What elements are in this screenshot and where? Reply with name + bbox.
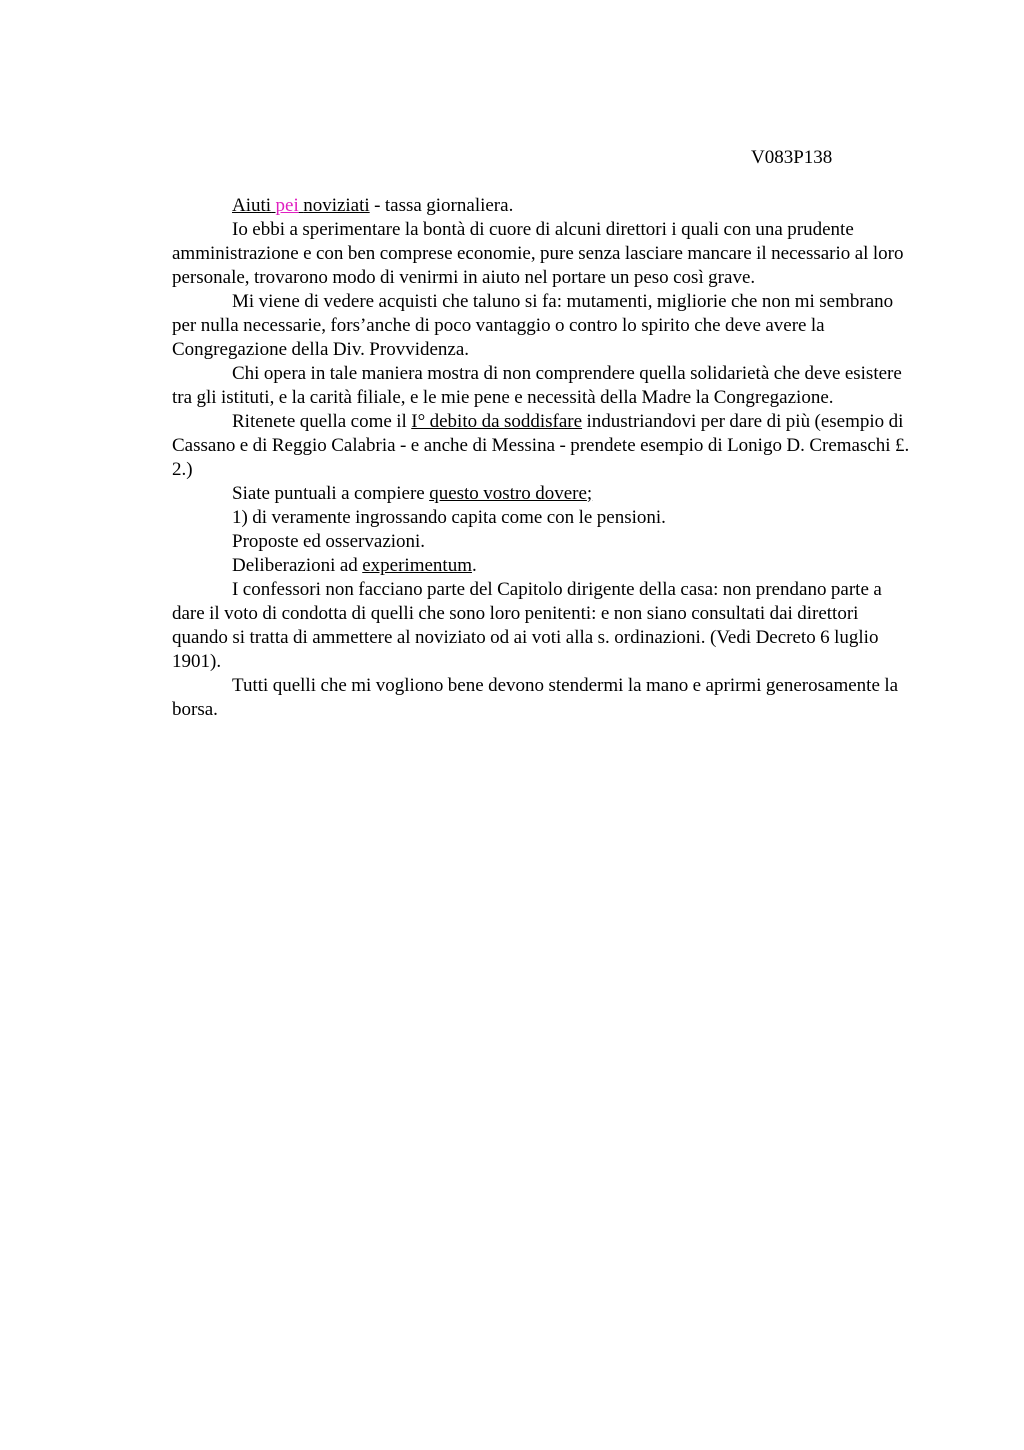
title-word-aiuti: Aiuti (232, 195, 272, 216)
paragraph-1: Io ebbi a sperimentare la bontà di cuore di alcuni direttori i quali con una prudente amministrazione e con ben comprese economie, pure senza lasciare mancare il necessario al loro personale, trovarono modo di venirmi in aiuto nel portare un peso così grave. (172, 219, 904, 288)
paragraph-5-after: ; (586, 483, 593, 504)
paragraph-5-underlined: questo vostro dovere (429, 483, 587, 504)
paragraph-4-before: Ritenete quella come il (232, 411, 412, 432)
title-line (172, 194, 916, 218)
title-word-pei: pei (275, 195, 299, 216)
paragraph-10: Tutti quelli che mi vogliono bene devono stendermi la mano e aprirmi generosamente la borsa. (172, 675, 899, 720)
paragraph-8 (172, 554, 916, 578)
paragraph-2: Mi viene di vedere acquisti che taluno si fa: mutamenti, migliorie che non mi sembrano per nulla necessarie, fors’anche di poco vantaggio o contro lo spirito che deve avere la Congregazione della Div. Provvidenza. (172, 291, 894, 360)
paragraph-9: I confessori non facciano parte del Capitolo dirigente della casa: non prendano parte a dare il voto di condotta di quelli che sono loro penitenti: e non siano consultati dai direttori quando si tratta di ammettere al noviziato od ai voti alla s. ordinazioni. (Vedi Decreto 6 luglio 1901). (172, 579, 882, 672)
paragraph-8-after: . (471, 555, 477, 576)
paragraph-4-after: industriandovi per dare di più (esempio di Cassano e di Reggio Calabria - e anche di Messina - prendete esempio di Lonigo D. Cremaschi £. 2.) (172, 411, 910, 480)
paragraph-4-underlined: I° debito da soddisfare (411, 411, 583, 432)
paragraph-5-before: Siate puntuali a compiere (232, 483, 430, 504)
paragraph-7: Proposte ed osservazioni. (232, 531, 426, 552)
document-id: V083P138 (751, 147, 833, 168)
paragraph-5 (172, 482, 916, 506)
paragraph-6: 1) di veramente ingrossando capita come con le pensioni. (232, 507, 666, 528)
title-word-noviziati: noviziati (303, 195, 370, 216)
paragraph-4 (172, 410, 916, 482)
document-body (172, 194, 916, 722)
paragraph-3: Chi opera in tale maniera mostra di non comprendere quella solidarietà che deve esistere tra gli istituti, e la carità filiale, e le mie pene e necessità della Madre la Congregazione. (172, 363, 902, 408)
paragraph-8-underlined: experimentum (362, 555, 472, 576)
title-rest: - tassa giornaliera. (369, 195, 514, 216)
paragraph-8-before: Deliberazioni ad (232, 555, 363, 576)
